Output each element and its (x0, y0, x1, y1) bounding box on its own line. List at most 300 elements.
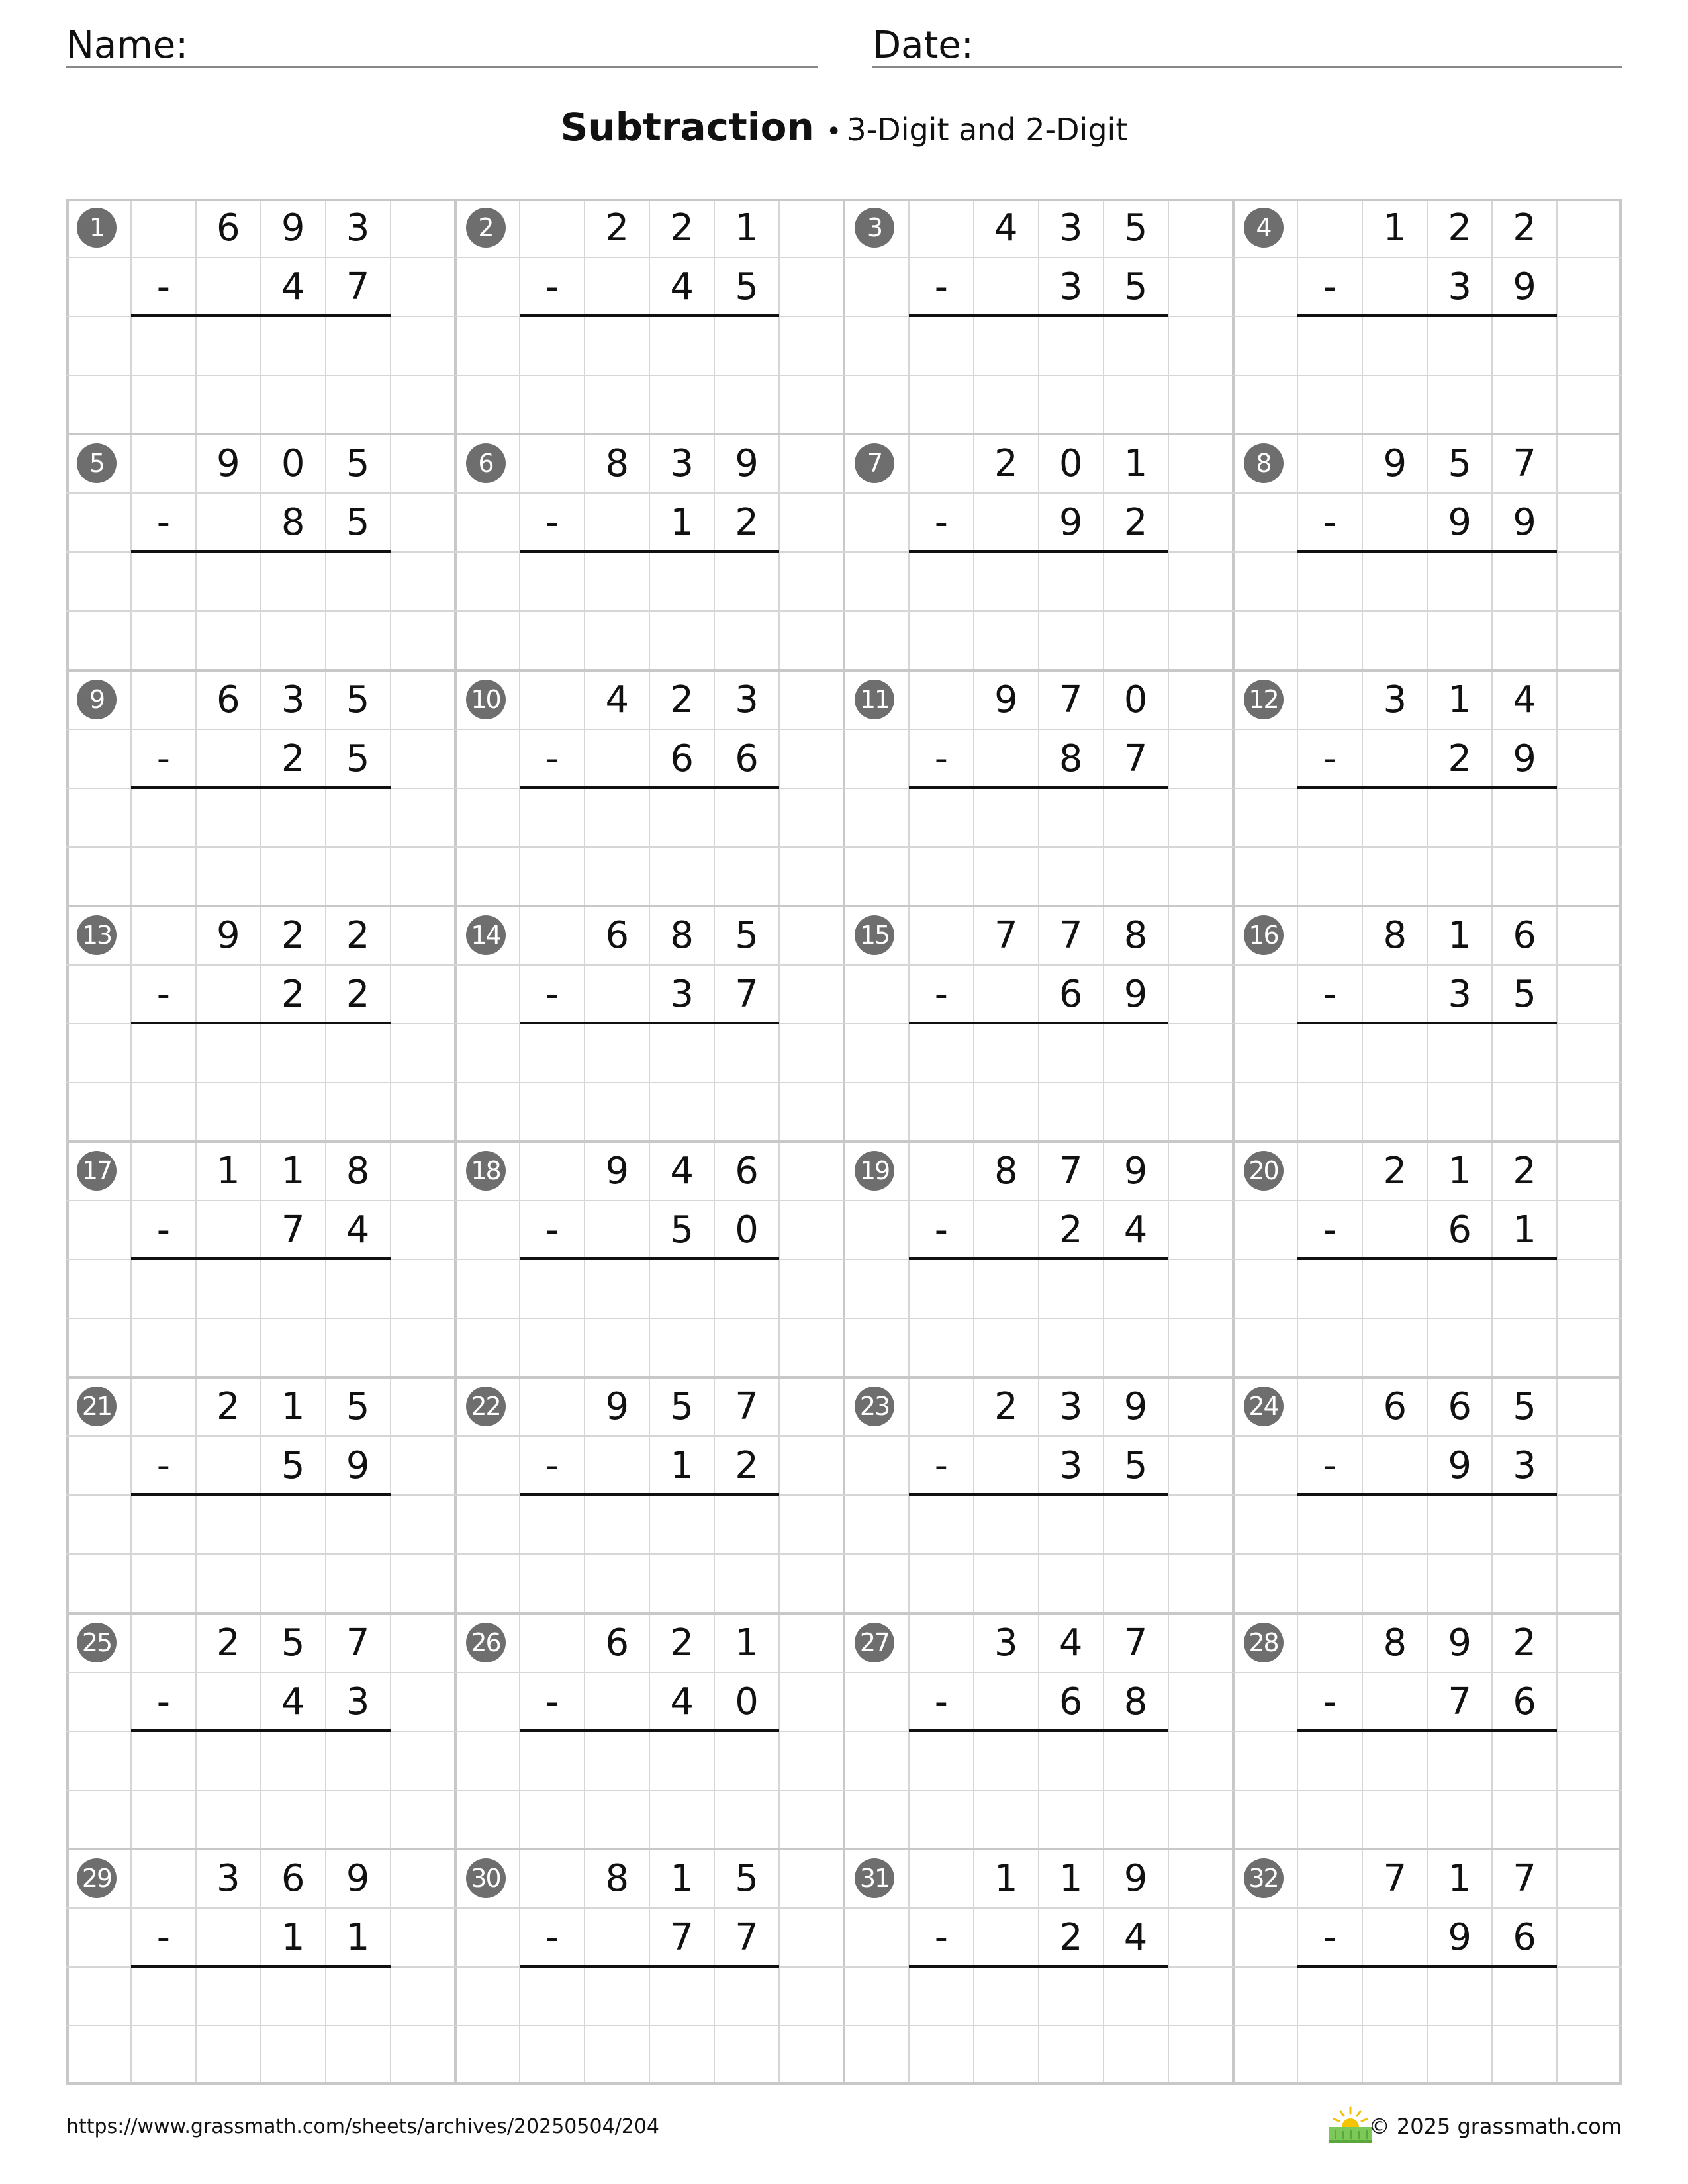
minuend-digit: 6 (605, 913, 630, 957)
minuend-digit: 7 (1058, 1150, 1083, 1193)
problem-15 (844, 906, 1233, 1142)
minuend-digit: 8 (346, 1150, 370, 1193)
minus-sign: - (1323, 737, 1337, 780)
answer-line (909, 1257, 1168, 1260)
subtrahend-digit: 9 (1123, 972, 1148, 1016)
minuend-digit: 2 (216, 1621, 240, 1664)
minus-sign: - (934, 1208, 948, 1252)
problem-22 (455, 1377, 845, 1613)
minuend-digit: 1 (670, 1856, 694, 1900)
minuend-digit: 9 (1383, 442, 1407, 486)
answer-line (131, 1965, 391, 1968)
minuend-digit: 2 (670, 1621, 694, 1664)
problem-number-badge: 14 (466, 915, 506, 955)
minus-sign: - (545, 1915, 559, 1959)
minuend-digit: 7 (994, 913, 1018, 957)
subtrahend-digit: 4 (346, 1208, 370, 1252)
problem-number-badge: 18 (466, 1151, 506, 1191)
minuend-digit: 9 (605, 1150, 630, 1193)
minuend-digit: 5 (281, 1621, 305, 1664)
problem-number-badge: 22 (466, 1387, 506, 1426)
answer-line (1297, 1257, 1557, 1260)
answer-line (1297, 550, 1557, 553)
subtrahend-digit: 5 (346, 501, 370, 545)
minuend-digit: 6 (605, 1621, 630, 1664)
problem-17 (66, 1142, 455, 1377)
minuend-digit: 9 (994, 678, 1018, 721)
minuend-digit: 9 (281, 206, 305, 250)
problem-number-badge: 24 (1244, 1387, 1284, 1426)
problem-16 (1233, 906, 1622, 1142)
minus-sign: - (545, 265, 559, 309)
worksheet-subtitle: 3-Digit and 2-Digit (847, 112, 1128, 148)
minuend-digit: 0 (281, 442, 305, 486)
subtrahend-digit: 6 (1513, 1680, 1536, 1723)
subtrahend-digit: 2 (1123, 501, 1148, 545)
answer-line (520, 550, 779, 553)
answer-line (909, 1022, 1168, 1024)
subtrahend-digit: 2 (281, 972, 305, 1016)
minuend-digit: 5 (346, 1385, 370, 1429)
problem-number-badge: 6 (466, 443, 506, 483)
minuend-digit: 2 (1448, 206, 1472, 250)
subtrahend-digit: 5 (670, 1208, 694, 1252)
problem-30 (455, 1849, 845, 2085)
problem-25 (66, 1614, 455, 1849)
minuend-digit: 2 (1383, 1150, 1407, 1193)
subtrahend-digit: 1 (281, 1915, 305, 1959)
problem-number-badge: 12 (1244, 680, 1284, 719)
subtrahend-digit: 9 (346, 1444, 370, 1488)
subtrahend-digit: 2 (735, 501, 759, 545)
minus-sign: - (156, 737, 170, 780)
footer-url: https://www.grassmath.com/sheets/archives/20250504/204 (66, 2115, 660, 2138)
date-line[interactable] (872, 66, 1622, 68)
answer-line (909, 550, 1168, 553)
minus-sign: - (156, 1444, 170, 1488)
subtrahend-digit: 6 (1513, 1915, 1536, 1959)
problem-number-badge: 13 (77, 915, 117, 955)
minuend-digit: 6 (216, 206, 240, 250)
title-bullet: • (825, 116, 842, 147)
subtrahend-digit: 7 (1448, 1680, 1472, 1723)
subtrahend-digit: 4 (670, 1680, 694, 1723)
subtrahend-digit: 7 (735, 1915, 759, 1959)
minuend-digit: 7 (1058, 678, 1083, 721)
answer-line (1297, 1729, 1557, 1732)
minuend-digit: 5 (1513, 1385, 1536, 1429)
minuend-digit: 2 (1513, 206, 1536, 250)
subtrahend-digit: 0 (735, 1680, 759, 1723)
minus-sign: - (545, 972, 559, 1016)
problem-27 (844, 1614, 1233, 1849)
subtrahend-digit: 5 (1123, 265, 1148, 309)
subtrahend-digit: 5 (1123, 1444, 1148, 1488)
minuend-digit: 6 (735, 1150, 759, 1193)
subtrahend-digit: 9 (1448, 1444, 1472, 1488)
minuend-digit: 2 (670, 678, 694, 721)
problem-number-badge: 4 (1244, 208, 1284, 248)
minuend-digit: 8 (670, 913, 694, 957)
minus-sign: - (934, 265, 948, 309)
subtrahend-digit: 2 (346, 972, 370, 1016)
minus-sign: - (1323, 1208, 1337, 1252)
minuend-digit: 9 (1123, 1150, 1148, 1193)
minuend-digit: 8 (1383, 913, 1407, 957)
problem-number-badge: 30 (466, 1858, 506, 1898)
name-line[interactable] (66, 66, 818, 68)
minuend-digit: 9 (1123, 1856, 1148, 1900)
minuend-digit: 7 (1123, 1621, 1148, 1664)
minus-sign: - (1323, 972, 1337, 1016)
problem-number-badge: 32 (1244, 1858, 1284, 1898)
minuend-digit: 5 (1123, 206, 1148, 250)
answer-line (1297, 786, 1557, 789)
minus-sign: - (156, 501, 170, 545)
minuend-digit: 1 (1383, 206, 1407, 250)
answer-line (520, 1965, 779, 1968)
minuend-digit: 9 (216, 913, 240, 957)
subtrahend-digit: 1 (670, 1444, 694, 1488)
minus-sign: - (1323, 501, 1337, 545)
subtrahend-digit: 3 (1448, 972, 1472, 1016)
problem-11 (844, 670, 1233, 906)
subtrahend-digit: 9 (1448, 501, 1472, 545)
minuend-digit: 8 (1123, 913, 1148, 957)
date-label: Date: (872, 24, 974, 67)
minuend-digit: 5 (670, 1385, 694, 1429)
answer-line (520, 314, 779, 317)
subtrahend-digit: 3 (1448, 265, 1472, 309)
minuend-digit: 1 (1123, 442, 1148, 486)
minuend-digit: 6 (1513, 913, 1536, 957)
problem-7 (844, 434, 1233, 670)
problem-14 (455, 906, 845, 1142)
answer-line (520, 1493, 779, 1496)
minuend-digit: 8 (1383, 1621, 1407, 1664)
problem-number-badge: 25 (77, 1623, 117, 1662)
subtrahend-digit: 5 (346, 737, 370, 780)
minuend-digit: 2 (346, 913, 370, 957)
minuend-digit: 4 (1058, 1621, 1083, 1664)
name-label: Name: (66, 24, 189, 67)
minuend-digit: 6 (1383, 1385, 1407, 1429)
subtrahend-digit: 5 (735, 265, 759, 309)
problem-number-badge: 17 (77, 1151, 117, 1191)
minuend-digit: 2 (605, 206, 630, 250)
subtrahend-digit: 6 (1448, 1208, 1472, 1252)
subtrahend-digit: 4 (1123, 1208, 1148, 1252)
minuend-digit: 4 (670, 1150, 694, 1193)
minuend-digit: 5 (346, 678, 370, 721)
subtrahend-digit: 4 (1123, 1915, 1148, 1959)
subtrahend-digit: 0 (735, 1208, 759, 1252)
problem-number-badge: 11 (855, 680, 894, 719)
minuend-digit: 3 (346, 206, 370, 250)
minuend-digit: 9 (216, 442, 240, 486)
minuend-digit: 1 (281, 1385, 305, 1429)
problem-number-badge: 27 (855, 1623, 894, 1662)
minus-sign: - (1323, 1680, 1337, 1723)
problem-number-badge: 1 (77, 208, 117, 248)
minuend-digit: 1 (1448, 1150, 1472, 1193)
minuend-digit: 2 (1513, 1621, 1536, 1664)
minus-sign: - (545, 1208, 559, 1252)
minuend-digit: 6 (281, 1856, 305, 1900)
answer-line (909, 786, 1168, 789)
minuend-digit: 2 (670, 206, 694, 250)
minuend-digit: 1 (1448, 678, 1472, 721)
minuend-digit: 1 (1448, 1856, 1472, 1900)
answer-line (131, 1729, 391, 1732)
problem-18 (455, 1142, 845, 1377)
minus-sign: - (545, 501, 559, 545)
minuend-digit: 3 (670, 442, 694, 486)
problem-12 (1233, 670, 1622, 906)
minus-sign: - (545, 737, 559, 780)
minus-sign: - (545, 1444, 559, 1488)
subtrahend-digit: 1 (1513, 1208, 1536, 1252)
subtrahend-digit: 9 (1448, 1915, 1472, 1959)
minuend-digit: 1 (1058, 1856, 1083, 1900)
problem-number-badge: 2 (466, 208, 506, 248)
problem-number-badge: 16 (1244, 915, 1284, 955)
minuend-digit: 8 (605, 1856, 630, 1900)
minuend-digit: 7 (1513, 442, 1536, 486)
problem-number-badge: 21 (77, 1387, 117, 1426)
minuend-digit: 3 (281, 678, 305, 721)
answer-line (520, 1729, 779, 1732)
problem-number-badge: 31 (855, 1858, 894, 1898)
subtrahend-digit: 6 (1058, 1680, 1083, 1723)
minuend-digit: 3 (735, 678, 759, 721)
problem-number-badge: 23 (855, 1387, 894, 1426)
answer-line (131, 1493, 391, 1496)
answer-line (520, 1022, 779, 1024)
minuend-digit: 2 (216, 1385, 240, 1429)
subtrahend-digit: 7 (670, 1915, 694, 1959)
minuend-digit: 1 (735, 1621, 759, 1664)
subtrahend-digit: 4 (281, 1680, 305, 1723)
problem-6 (455, 434, 845, 670)
subtrahend-digit: 3 (1513, 1444, 1536, 1488)
minus-sign: - (156, 265, 170, 309)
problem-19 (844, 1142, 1233, 1377)
problem-21 (66, 1377, 455, 1613)
answer-line (909, 314, 1168, 317)
subtrahend-digit: 9 (1513, 265, 1536, 309)
problem-number-badge: 10 (466, 680, 506, 719)
footer-copyright: © 2025 grassmath.com (1368, 2114, 1622, 2139)
problem-20 (1233, 1142, 1622, 1377)
problem-32 (1233, 1849, 1622, 2085)
subtrahend-digit: 6 (735, 737, 759, 780)
minus-sign: - (545, 1680, 559, 1723)
problem-number-badge: 7 (855, 443, 894, 483)
minuend-digit: 1 (216, 1150, 240, 1193)
subtrahend-digit: 2 (1448, 737, 1472, 780)
problem-24 (1233, 1377, 1622, 1613)
problem-1 (66, 199, 455, 434)
problem-2 (455, 199, 845, 434)
subtrahend-digit: 7 (735, 972, 759, 1016)
answer-line (1297, 314, 1557, 317)
minuend-digit: 9 (1448, 1621, 1472, 1664)
problem-4 (1233, 199, 1622, 434)
subtrahend-digit: 2 (735, 1444, 759, 1488)
subtrahend-digit: 2 (1058, 1915, 1083, 1959)
subtrahend-digit: 1 (346, 1915, 370, 1959)
problem-number-badge: 5 (77, 443, 117, 483)
minuend-digit: 3 (994, 1621, 1018, 1664)
minuend-digit: 0 (1058, 442, 1083, 486)
answer-line (909, 1729, 1168, 1732)
minuend-digit: 1 (1448, 913, 1472, 957)
problem-13 (66, 906, 455, 1142)
subtrahend-digit: 5 (1513, 972, 1536, 1016)
minuend-digit: 3 (216, 1856, 240, 1900)
minus-sign: - (1323, 1915, 1337, 1959)
problem-number-badge: 9 (77, 680, 117, 719)
problem-10 (455, 670, 845, 906)
problem-26 (455, 1614, 845, 1849)
subtrahend-digit: 7 (281, 1208, 305, 1252)
subtrahend-digit: 4 (670, 265, 694, 309)
minus-sign: - (1323, 1444, 1337, 1488)
minuend-digit: 6 (216, 678, 240, 721)
minuend-digit: 1 (994, 1856, 1018, 1900)
answer-line (131, 1022, 391, 1024)
minus-sign: - (156, 1915, 170, 1959)
minus-sign: - (934, 972, 948, 1016)
subtrahend-digit: 2 (1058, 1208, 1083, 1252)
answer-line (1297, 1022, 1557, 1024)
minus-sign: - (934, 501, 948, 545)
subtrahend-digit: 3 (1058, 265, 1083, 309)
problem-number-badge: 19 (855, 1151, 894, 1191)
minuend-digit: 5 (735, 913, 759, 957)
subtrahend-digit: 8 (1058, 737, 1083, 780)
minuend-digit: 2 (1513, 1150, 1536, 1193)
problem-29 (66, 1849, 455, 2085)
subtrahend-digit: 4 (281, 265, 305, 309)
minus-sign: - (156, 1680, 170, 1723)
grass-sun-logo-icon (1327, 2106, 1374, 2144)
problem-9 (66, 670, 455, 906)
problem-28 (1233, 1614, 1622, 1849)
answer-line (131, 550, 391, 553)
subtrahend-digit: 2 (281, 737, 305, 780)
answer-line (131, 314, 391, 317)
subtrahend-digit: 9 (1513, 501, 1536, 545)
subtrahend-digit: 5 (281, 1444, 305, 1488)
title-row (0, 105, 1688, 150)
subtrahend-digit: 8 (281, 501, 305, 545)
problem-3 (844, 199, 1233, 434)
minuend-digit: 9 (346, 1856, 370, 1900)
answer-line (1297, 1493, 1557, 1496)
minus-sign: - (934, 1915, 948, 1959)
minus-sign: - (156, 1208, 170, 1252)
minuend-digit: 0 (1123, 678, 1148, 721)
worksheet-title: Subtraction (560, 105, 814, 150)
minuend-digit: 3 (1058, 206, 1083, 250)
minuend-digit: 2 (994, 442, 1018, 486)
problem-number-badge: 15 (855, 915, 894, 955)
minuend-digit: 2 (994, 1385, 1018, 1429)
problem-23 (844, 1377, 1233, 1613)
problem-number-badge: 26 (466, 1623, 506, 1662)
minus-sign: - (934, 1444, 948, 1488)
minuend-digit: 5 (346, 442, 370, 486)
subtrahend-digit: 9 (1513, 737, 1536, 780)
subtrahend-digit: 7 (346, 265, 370, 309)
minus-sign: - (156, 972, 170, 1016)
answer-line (131, 1257, 391, 1260)
problem-number-badge: 29 (77, 1858, 117, 1898)
minuend-digit: 5 (735, 1856, 759, 1900)
subtrahend-digit: 3 (670, 972, 694, 1016)
problem-number-badge: 28 (1244, 1623, 1284, 1662)
minuend-digit: 3 (1058, 1385, 1083, 1429)
subtrahend-digit: 3 (1058, 1444, 1083, 1488)
minus-sign: - (934, 737, 948, 780)
problem-number-badge: 3 (855, 208, 894, 248)
problem-5 (66, 434, 455, 670)
worksheet-grid (66, 199, 1622, 2085)
subtrahend-digit: 8 (1123, 1680, 1148, 1723)
subtrahend-digit: 1 (670, 501, 694, 545)
minuend-digit: 4 (605, 678, 630, 721)
minuend-digit: 6 (1448, 1385, 1472, 1429)
minuend-digit: 7 (1058, 913, 1083, 957)
minuend-digit: 7 (1383, 1856, 1407, 1900)
minuend-digit: 3 (1383, 678, 1407, 721)
answer-line (131, 786, 391, 789)
minuend-digit: 4 (994, 206, 1018, 250)
minuend-digit: 5 (1448, 442, 1472, 486)
subtrahend-digit: 9 (1058, 501, 1083, 545)
answer-line (909, 1965, 1168, 1968)
problem-number-badge: 8 (1244, 443, 1284, 483)
minuend-digit: 1 (281, 1150, 305, 1193)
minuend-digit: 9 (605, 1385, 630, 1429)
subtrahend-digit: 6 (670, 737, 694, 780)
minuend-digit: 8 (994, 1150, 1018, 1193)
subtrahend-digit: 7 (1123, 737, 1148, 780)
problem-31 (844, 1849, 1233, 2085)
minuend-digit: 8 (605, 442, 630, 486)
problem-8 (1233, 434, 1622, 670)
subtrahend-digit: 6 (1058, 972, 1083, 1016)
minuend-digit: 7 (735, 1385, 759, 1429)
answer-line (520, 1257, 779, 1260)
minuend-digit: 9 (1123, 1385, 1148, 1429)
minuend-digit: 2 (281, 913, 305, 957)
subtrahend-digit: 3 (346, 1680, 370, 1723)
minus-sign: - (934, 1680, 948, 1723)
minuend-digit: 7 (346, 1621, 370, 1664)
minuend-digit: 9 (735, 442, 759, 486)
minuend-digit: 7 (1513, 1856, 1536, 1900)
answer-line (520, 786, 779, 789)
answer-line (1297, 1965, 1557, 1968)
answer-line (909, 1493, 1168, 1496)
minus-sign: - (1323, 265, 1337, 309)
minuend-digit: 4 (1513, 678, 1536, 721)
minuend-digit: 1 (735, 206, 759, 250)
problem-number-badge: 20 (1244, 1151, 1284, 1191)
